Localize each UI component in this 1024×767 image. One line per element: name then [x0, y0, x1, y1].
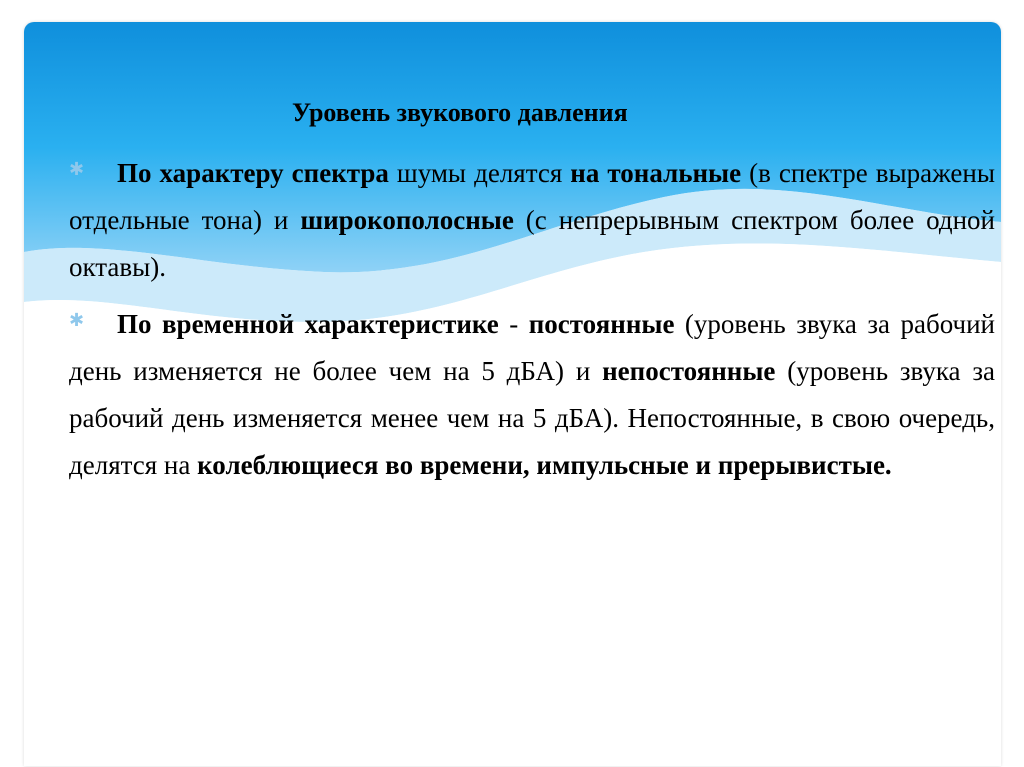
term-spectrum: По характеру спектра: [117, 158, 389, 188]
term-time-characteristic: По временной характеристике: [117, 309, 499, 339]
asterisk-icon: ✱: [69, 310, 85, 330]
paragraph-text: (в спектре выражены отдельные тона) и: [69, 158, 995, 235]
slide-content: [69, 150, 995, 499]
term-constant: постоянные: [528, 309, 675, 339]
paragraph-time: [69, 301, 995, 489]
term-broadband: широкополосные: [300, 205, 514, 235]
term-types: колеблющиеся во времени, импульсные и прерывистые.: [197, 450, 892, 480]
slide-title: Уровень звукового давления: [292, 98, 628, 127]
slide: [24, 22, 1001, 766]
asterisk-icon: ✱: [69, 159, 85, 179]
term-tonal: на тональные: [570, 158, 742, 188]
paragraph-text: шумы делятся: [388, 158, 571, 188]
paragraph-text: (уровень звука за рабочий день изменяется не более чем на 5 дБА) и: [69, 309, 995, 386]
paragraph-text: -: [498, 309, 529, 339]
paragraph-text: (с непрерывным спектром более одной октавы).: [69, 205, 995, 282]
term-nonconstant: непостоянные: [602, 356, 776, 386]
paragraph-spectrum: [69, 150, 995, 291]
paragraph-text: (уровень звука за рабочий день изменяется менее чем на 5 дБА). Непостоянные, в свою очередь, делятся на: [69, 356, 995, 480]
